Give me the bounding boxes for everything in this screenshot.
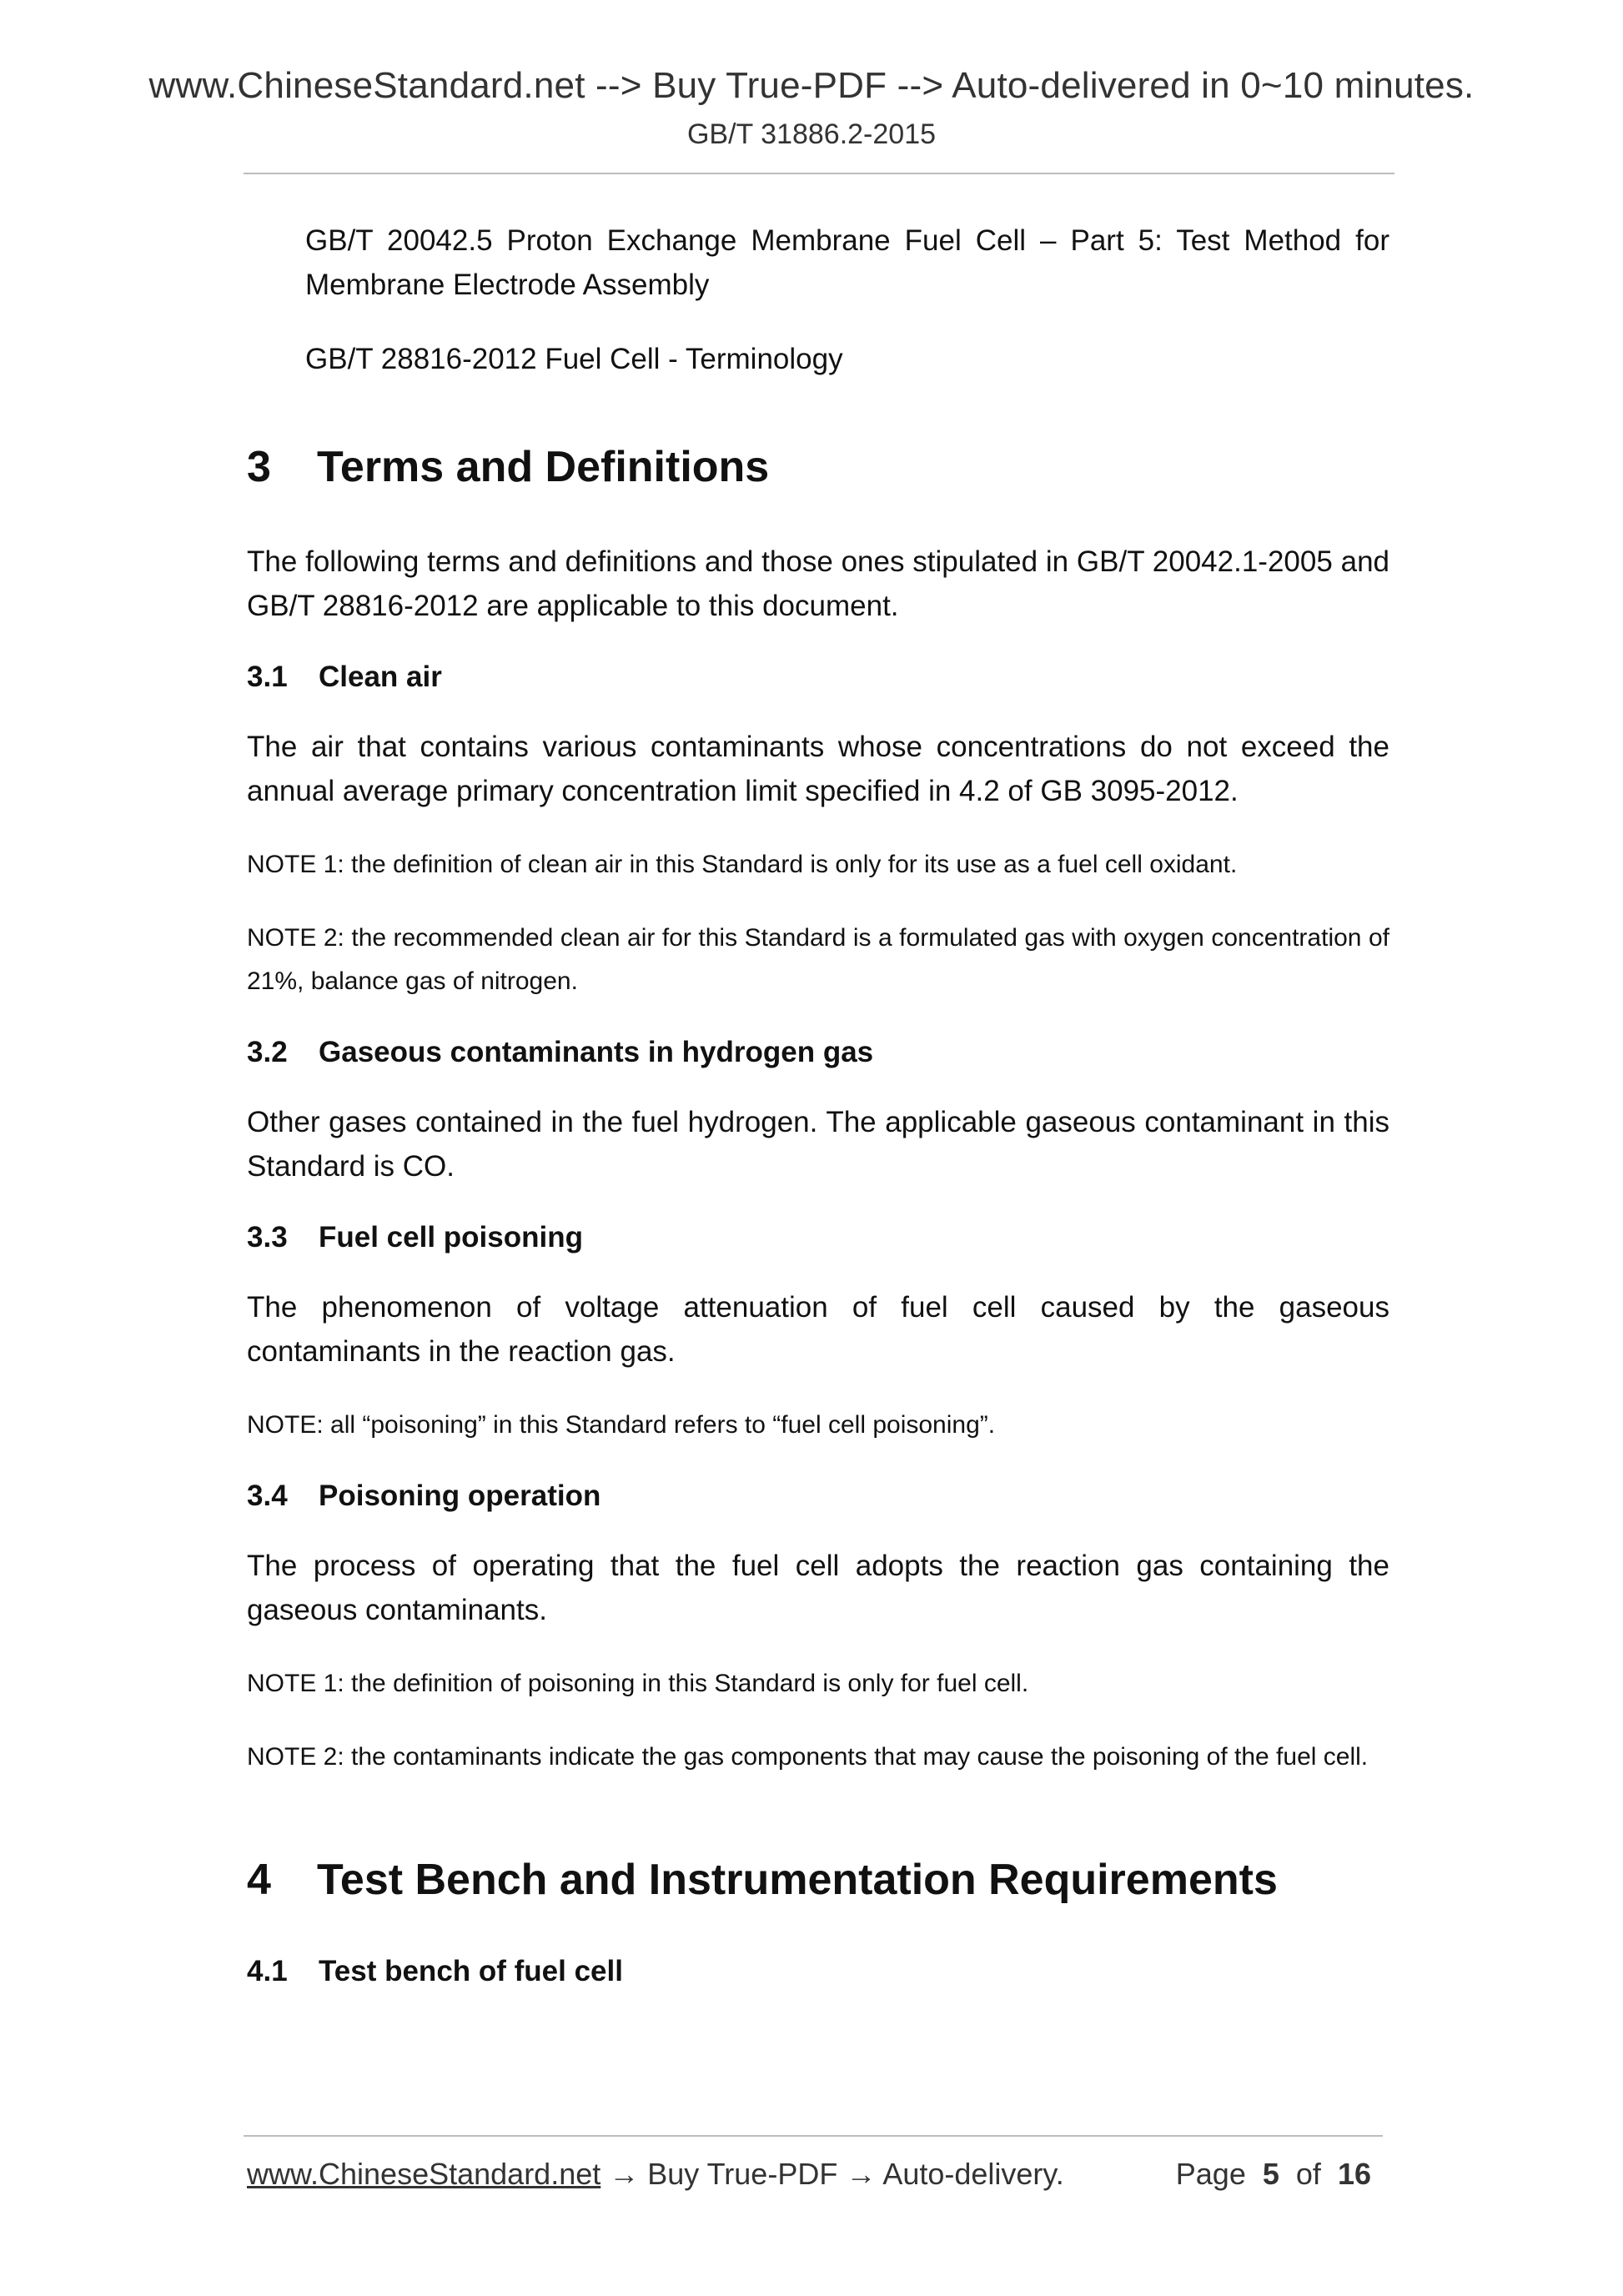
- subsection-title: Test bench of fuel cell: [319, 1955, 623, 1987]
- document-body: [247, 219, 1389, 2019]
- term-note: NOTE 1: the definition of clean air in this Standard is only for its use as a fuel cell oxidant.: [247, 851, 1238, 878]
- footer-tail: → Buy True-PDF → Auto-delivery.: [600, 2157, 1064, 2191]
- header-banner: www.ChineseStandard.net --> Buy True-PDF --> Auto-delivered in 0~10 minutes.: [148, 65, 1475, 106]
- term-number: 3.1: [247, 661, 288, 693]
- term-note: NOTE 1: the definition of poisoning in this Standard is only for fuel cell.: [247, 1670, 1029, 1697]
- footer-link[interactable]: www.ChineseStandard.net: [247, 2157, 601, 2191]
- section-number: 4: [247, 1856, 271, 1904]
- page-total: 16: [1337, 2157, 1371, 2191]
- term-heading: [247, 1218, 1389, 1257]
- term-title: Clean air: [319, 661, 442, 693]
- page-footer: [247, 2157, 1383, 2192]
- term-definition: The process of operating that the fuel cell adopts the reaction gas containing the gaseous contaminants.: [247, 1550, 1389, 1626]
- term-title: Fuel cell poisoning: [319, 1221, 583, 1254]
- term-definition: The air that contains various contaminants whose concentrations do not exceed the annual average primary concentration limit specified in 4.2 of GB 3095-2012.: [247, 731, 1389, 807]
- term-definition: Other gases contained in the fuel hydrogen. The applicable gaseous contaminant in this Standard is CO.: [247, 1106, 1389, 1183]
- section-3-heading: [247, 441, 1389, 493]
- subsection-number: 4.1: [247, 1955, 288, 1987]
- term-number: 3.2: [247, 1036, 288, 1068]
- term-number: 3.4: [247, 1480, 288, 1512]
- term-note: NOTE 2: the recommended clean air for this Standard is a formulated gas with oxygen concentration of 21%, balance gas of nitrogen.: [247, 924, 1389, 995]
- term-heading: [247, 1033, 1389, 1072]
- term-note: NOTE: all “poisoning” in this Standard refers to “fuel cell poisoning”.: [247, 1411, 996, 1439]
- section-title: Terms and Definitions: [317, 443, 770, 491]
- section-4-heading: [247, 1854, 1389, 1906]
- term-note: NOTE 2: the contaminants indicate the gas components that may cause the poisoning of the fuel cell.: [247, 1743, 1369, 1771]
- reference-item: GB/T 20042.5 Proton Exchange Membrane Fuel Cell – Part 5: Test Method for Membrane Electrode Assembly: [305, 224, 1389, 301]
- page-label: Page: [1175, 2157, 1246, 2191]
- term-title: Gaseous contaminants in hydrogen gas: [319, 1036, 874, 1068]
- term-heading: [247, 658, 1389, 696]
- term-number: 3.3: [247, 1221, 288, 1254]
- term-title: Poisoning operation: [319, 1480, 601, 1512]
- subsection-heading: [247, 1952, 1389, 1991]
- footer-divider: [244, 2135, 1383, 2137]
- section-title: Test Bench and Instrumentation Requirements: [317, 1856, 1278, 1904]
- standard-code: GB/T 31886.2-2015: [686, 118, 937, 150]
- section-number: 3: [247, 443, 271, 491]
- section-3-intro: The following terms and definitions and those ones stipulated in GB/T 20042.1-2005 and GB/T 28816-2012 are applicable to this document.: [247, 545, 1389, 622]
- page-number: 5: [1262, 2157, 1279, 2191]
- header-divider: [244, 173, 1394, 174]
- reference-item: GB/T 28816-2012 Fuel Cell - Terminology: [305, 343, 843, 375]
- term-definition: The phenomenon of voltage attenuation of fuel cell caused by the gaseous contaminants in the reaction gas.: [247, 1291, 1389, 1368]
- of-label: of: [1295, 2157, 1321, 2191]
- page-indicator: [1176, 2157, 1371, 2192]
- term-heading: [247, 1477, 1389, 1515]
